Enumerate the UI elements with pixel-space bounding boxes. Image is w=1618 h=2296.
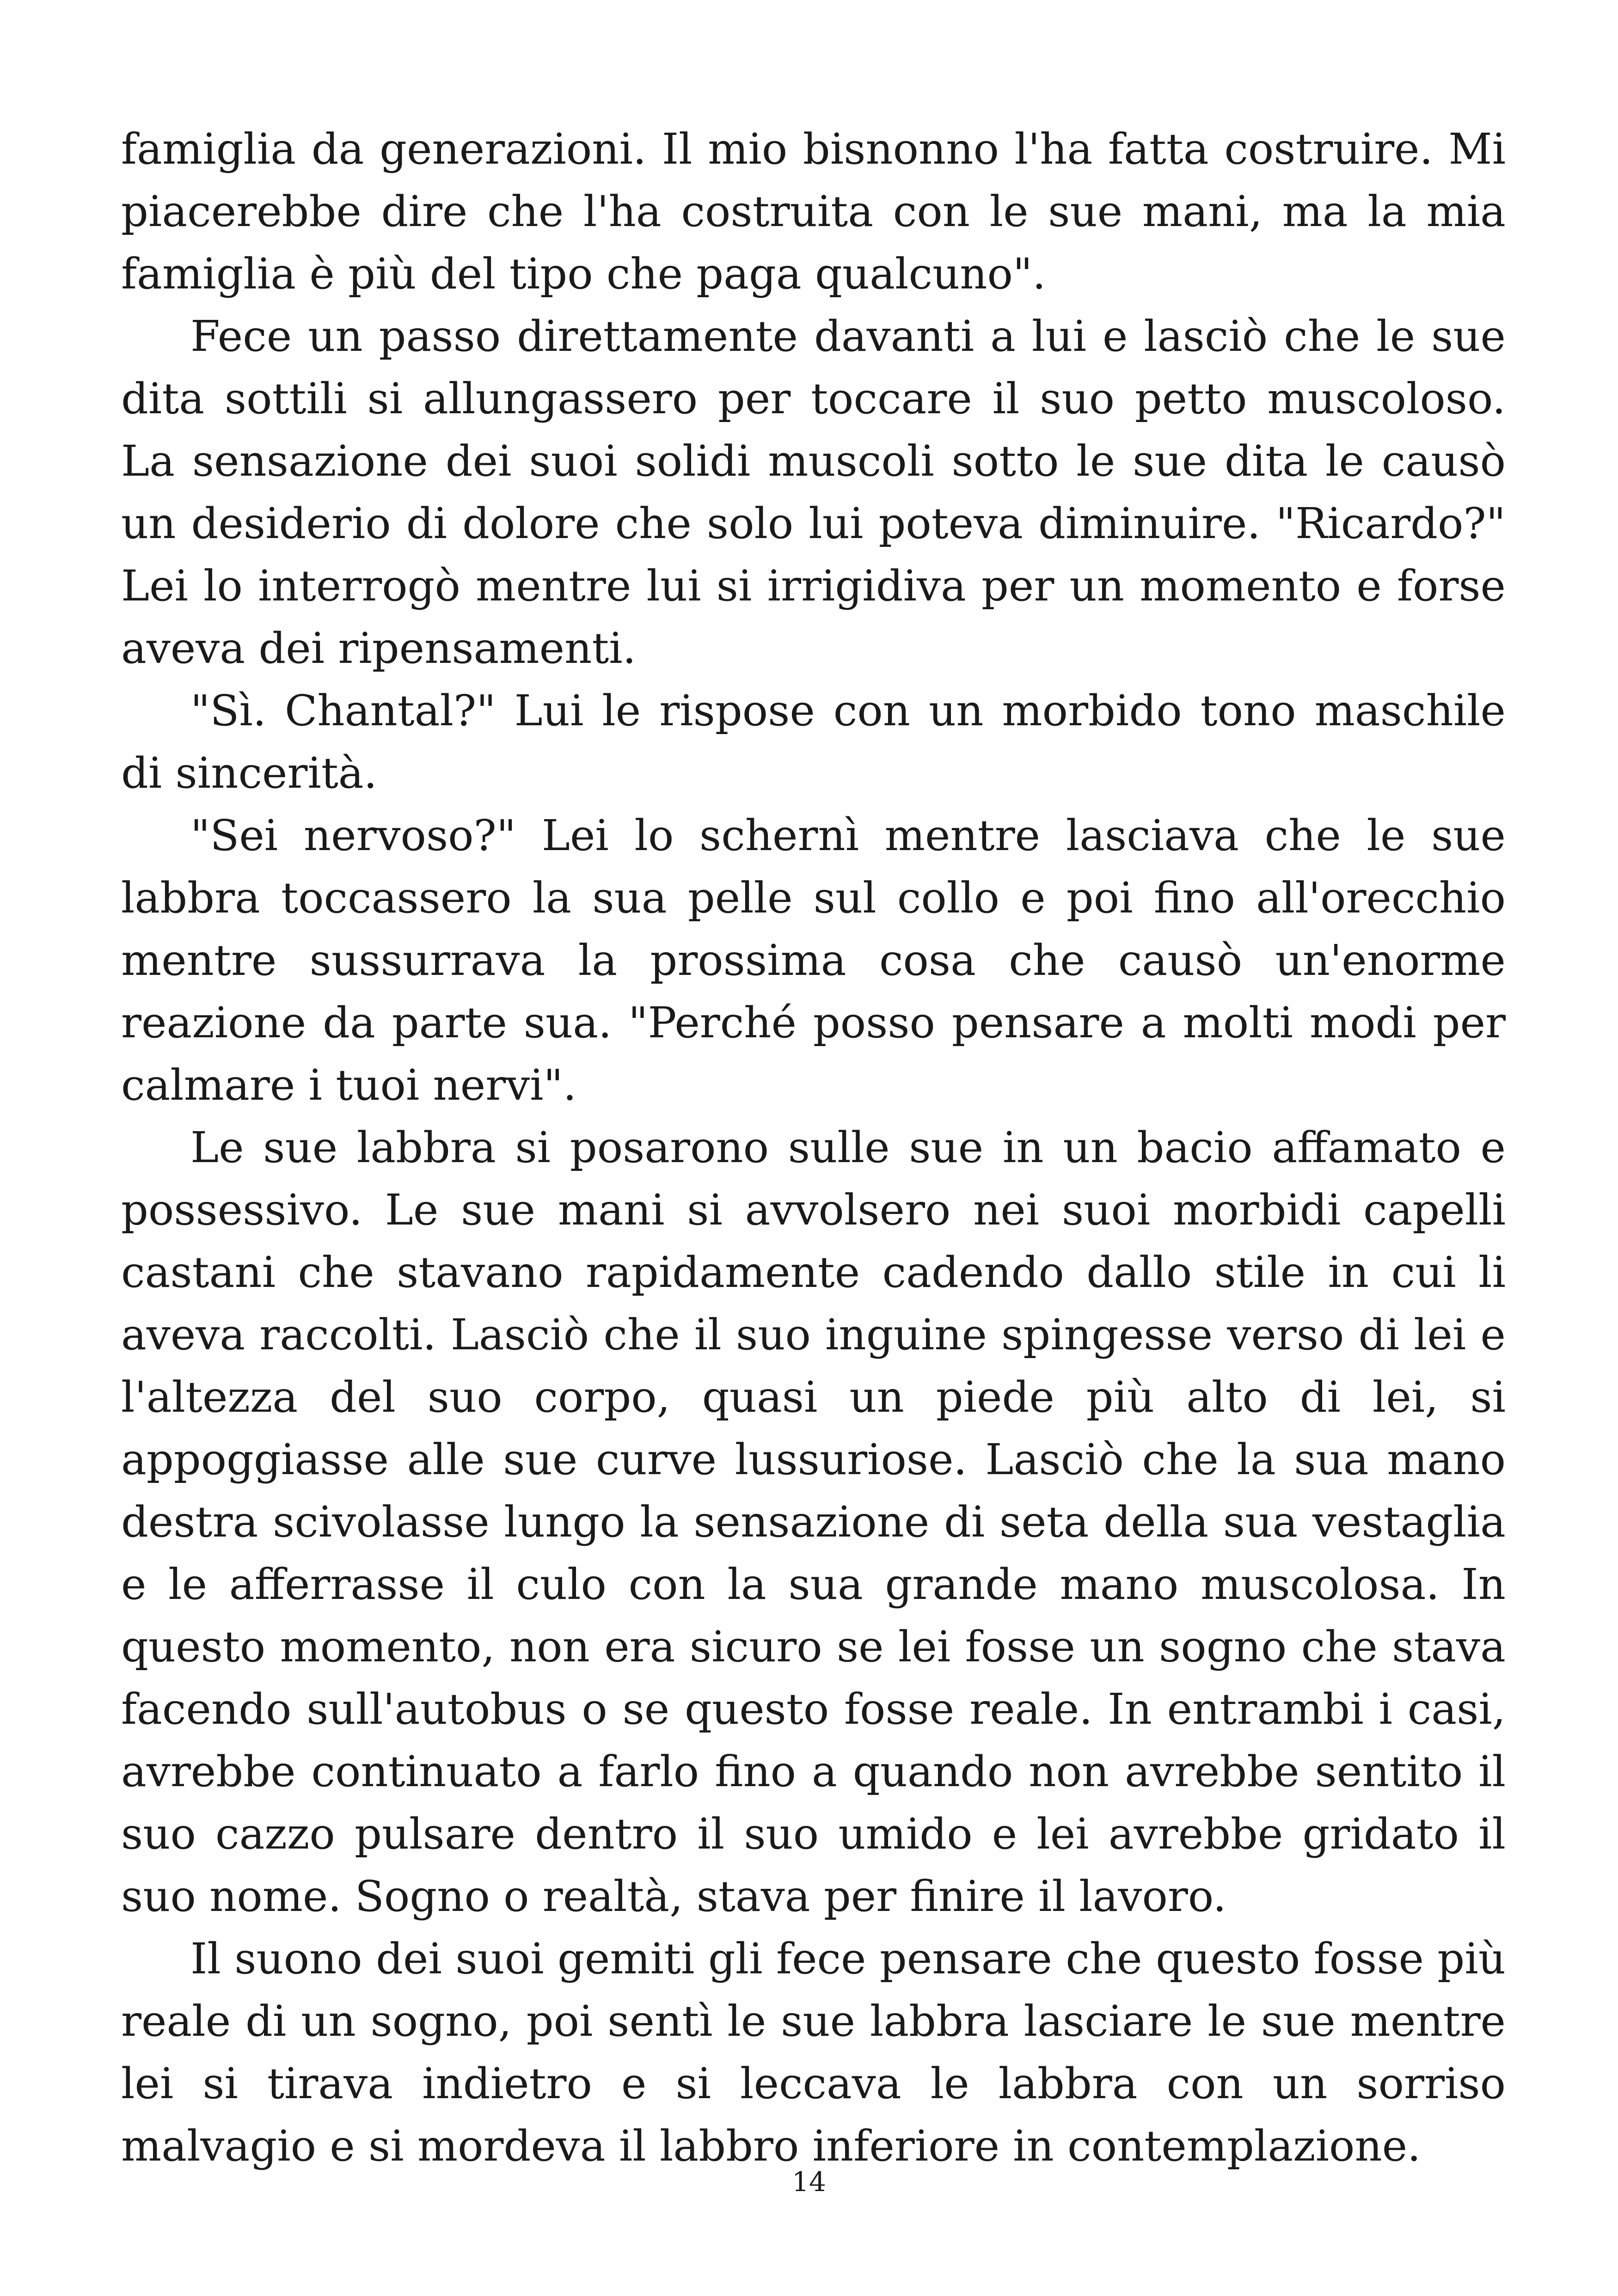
page-number: 14 bbox=[792, 2166, 826, 2198]
paragraph-continued: famiglia da generazioni. Il mio bisnonno l'ha fatta costruire. Mi piacerebbe dire che l'ha costruita con le sue mani, ma la mia famiglia è più del tipo che paga qualcuno". bbox=[121, 124, 1506, 299]
paragraph: "Sei nervoso?" Lei lo schernì mentre lasciava che le sue labbra toccassero la sua pelle sul collo e poi fino all'orecchio mentre sussurrava la prossima cosa che causò un'enorme reazione da parte sua. "Perché posso pensare a molti modi per calmare i tuoi nervi". bbox=[121, 811, 1506, 1110]
paragraph: Fece un passo direttamente davanti a lui e lasciò che le sue dita sottili si allungassero per toccare il suo petto muscoloso. La sensazione dei suoi solidi muscoli sotto le sue dita le causò un desiderio di dolore che solo lui poteva diminuire. "Ricardo?" Lei lo interrogò mentre lui si irrigidiva per un momento e forse aveva dei ripensamenti. bbox=[121, 312, 1506, 673]
paragraph: Il suono dei suoi gemiti gli fece pensare che questo fosse più reale di un sogno, poi sentì le sue labbra lasciare le sue mentre lei si tirava indietro e si leccava le labbra con un sorriso malvagio e si mordeva il labbro inferiore in contemplazione. bbox=[121, 1934, 1506, 2171]
paragraph: Le sue labbra si posarono sulle sue in un bacio affamato e possessivo. Le sue mani si avvolsero nei suoi morbidi capelli castani che stavano rapidamente cadendo dallo stile in cui li aveva raccolti. Lasciò che il suo inguine spingesse verso di lei e l'altezza del suo corpo, quasi un piede più alto di lei, si appoggiasse alle sue curve lussuriose. Lasciò che la sua mano destra scivolasse lungo la sensazione di seta della sua vestaglia e le afferrasse il culo con la sua grande mano muscolosa. In questo momento, non era sicuro se lei fosse un sogno che stava facendo sull'autobus o se questo fosse reale. In entrambi i casi, avrebbe continuato a farlo fino a quando non avrebbe sentito il suo cazzo pulsare dentro il suo umido e lei avrebbe gridato il suo nome. Sogno o realtà, stava per finire il lavoro. bbox=[121, 1123, 1506, 1921]
paragraph: "Sì. Chantal?" Lui le rispose con un morbido tono maschile di sincerità. bbox=[121, 686, 1506, 798]
body-text bbox=[121, 118, 1506, 2177]
